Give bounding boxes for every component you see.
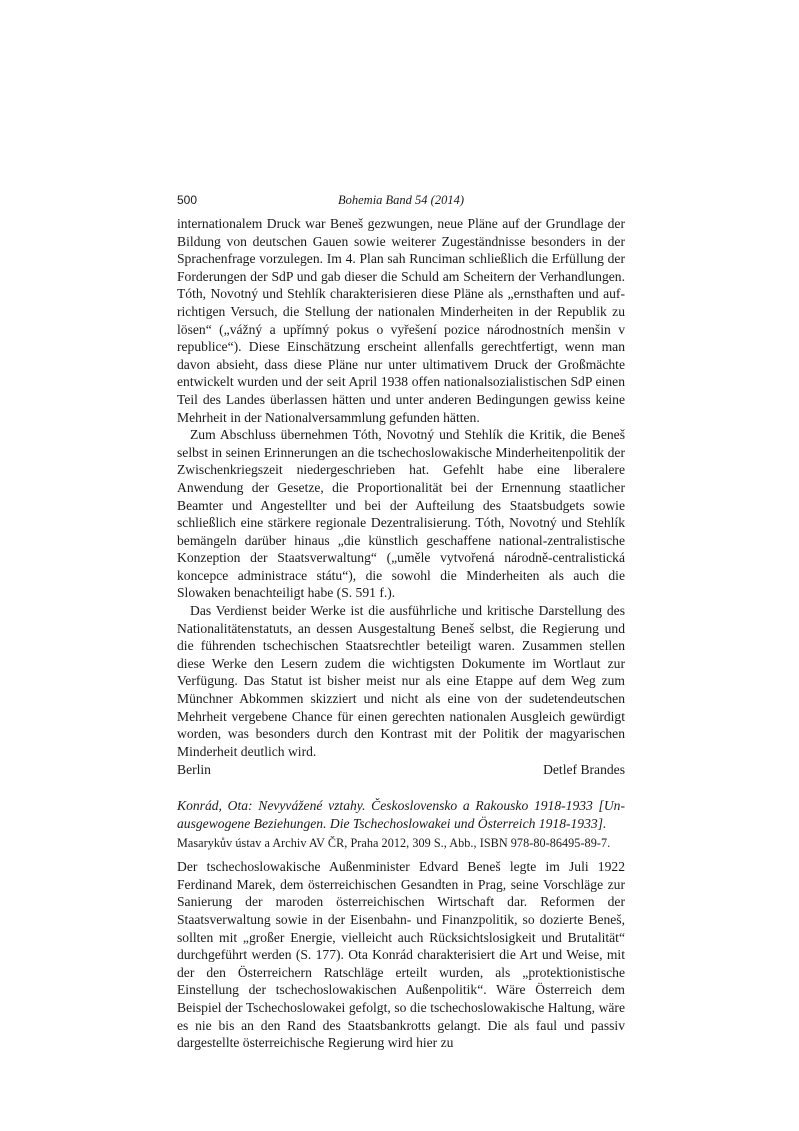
reviewer-place: Berlin <box>177 762 211 778</box>
reviewer-name: Detlef Brandes <box>543 762 625 778</box>
review-signature <box>177 761 625 779</box>
review-heading: Konrád, Ota: Nevyvážené vztahy. Československo a Rakousko 1918-1933 [Unausgewogene Beziehungen. Die Tschechoslowakei und Österreich 1918-1933]. <box>177 798 625 831</box>
publication-info: Masarykův ústav a Archiv AV ČR, Praha 2012, 309 S., Abb., ISBN 978-80-86495-89-7. <box>177 836 611 851</box>
review-continuation <box>177 215 625 779</box>
journal-title: Bohemia Band 54 (2014) <box>337 193 465 207</box>
body-paragraph: Zum Abschluss übernehmen Tóth, Novotný und Stehlík die Kritik, die Beneš selbst in seinen Erinnerungen an die tschechoslowakische Minderheitenpolitik der Zwischenkriegszeit niedergeschrieben hat. Gefehlt habe eine liberalere Anwendung der Gesetze, die Proportionalität bei der Ernennung staatlicher Beamter und Angestellter und bei der Aufteilung des Staatsbudgets sowie schließlich eine stärkere regionale Dezentralisierung. Tóth, Novotný und Stehlík bemängeln darüber hinaus „die künstlich geschaffene national-zentralistische Konzeption der Staatsverwaltung“ („uměle vytvořená národně-centralistická koncepce administrace státu“), die sowohl die Minderheiten als auch die Slowaken benachteiligt habe (S. 591 f.). <box>177 427 625 601</box>
running-head <box>177 193 625 215</box>
page-number: 500 <box>177 193 198 207</box>
body-paragraph: Der tschechoslowakische Außenminister Edvard Beneš legte im Juli 1922 Ferdinand Marek, dem österreichischen Gesandten in Prag, seine Vorschläge zur Sanierung der maroden österreichischen Wirtschaft dar. Reformen der Staatsverwaltung sowie in der Eisenbahn- und Finanzpolitik, so dozierte Beneš, sollten mit „großer Energie, vielleicht auch Rücksichtslosigkeit und Brutalität“ durchgeführt werden (S. 177). Ota Konrád charakterisiert die Art und Weise, mit der den Österreichern Ratschläge erteilt wurden, als „protektionistische Einstellung der tschechoslowakischen Außenpolitik“. Wäre Österreich dem Beispiel der Tschechoslowakei gefolgt, so die tschechoslowakische Haltung, wäre es nie bis an den Rand des Staatsbankrotts gelangt. Die als faul und passiv dargestellte österreichische Regierung wird hier zu <box>177 859 625 1051</box>
page <box>177 193 625 1052</box>
body-paragraph: Das Verdienst beider Werke ist die ausführliche und kritische Darstellung des Nationalitätenstatuts, an dessen Ausgestaltung Beneš selbst, die Regierung und die führenden tschechischen Staatsrechtler beteiligt waren. Zusammen stellen diese Werke den Lesern zudem die wichtigsten Dokumente im Wortlaut zur Verfügung. Das Statut ist bisher meist nur als eine Etappe auf dem Weg zum Münchner Abkommen skizziert und nicht als eine von der sudetendeutschen Mehrheit vergebene Chance für einen gerechten nationalen Ausgleich gewürdigt worden, was besonders durch den Kontrast mit der Politik der magyarischen Minderheit deutlich wird. <box>177 603 625 759</box>
body-paragraph: internationalem Druck war Beneš gezwungen, neue Pläne auf der Grundlage der Bildung von deutschen Gauen sowie weiterer Zugeständnisse besonders in der Sprachenfrage vorzulegen. Im 4. Plan sah Runciman schließlich die Erfüllung der Forderungen der SdP und gab dieser die Schuld am Scheitern der Verhandlungen. Tóth, Novotný und Stehlík charakterisieren diese Pläne als „ernsthaften und aufrichtigen Versuch, die Stellung der nationalen Minderheiten in der Republik zu lösen“ („vážný a upřímný pokus o vyřešení pozice národnostních menšin v republice“). Diese Einschätzung erscheint allenfalls gerechtfertigt, wenn man davon absieht, dass diese Pläne nur unter ultimativem Druck der Großmächte entwickelt wurden und der seit April 1938 offen nationalsozialistischen SdP einen Teil des Landes überlassen hätten und unter anderen Bedingungen gewiss keine Mehrheit in der Nationalversammlung gefunden hätten. <box>177 216 625 425</box>
review-entry <box>177 797 625 1052</box>
